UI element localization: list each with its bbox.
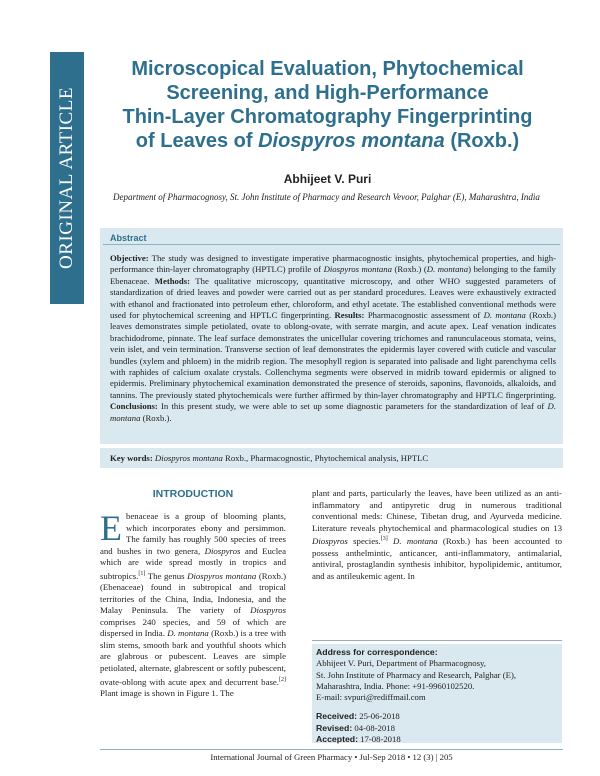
article-title — [100, 57, 555, 153]
intro-text-c: The genus — [145, 570, 188, 581]
left-column — [100, 508, 286, 700]
keywords-rest: Roxb., Pharmacognostic, Phytochemical analysis, HPTLC — [222, 453, 429, 463]
keywords-line — [110, 453, 428, 463]
objective-text-a: The study was designed to investigate imperative pharmacognostic insights, phytochemical properties, and high-performance thin-layer chromatography (HPTLC) profile of — [110, 253, 556, 275]
conclusions-text-b: (Roxb.). — [140, 412, 172, 423]
title-line-1: Microscopical Evaluation, Phytochemical — [131, 58, 524, 80]
abstract-divider — [103, 244, 560, 245]
intro-species-1: Diospyros montana — [187, 570, 257, 581]
accepted-date — [316, 734, 558, 745]
revised-label: Revised: — [316, 722, 353, 733]
title-line-4-pre: of Leaves of — [135, 130, 259, 152]
correspondence-line-2: St. John Institute of Pharmacy and Research, Palghar (E), — [316, 669, 517, 680]
footer-divider — [100, 749, 563, 750]
citation-2[interactable]: [2] — [279, 676, 286, 683]
conclusions-text-a: In this present study, we were able to set up some diagnostic parameters for the standardization of leaf of — [157, 401, 548, 412]
correspondence-content — [316, 647, 558, 745]
abstract-heading: Abstract — [110, 233, 147, 243]
correspondence-line-1: Abhijeet V. Puri, Department of Pharmacognosy, — [316, 658, 486, 669]
citation-3[interactable]: [3] — [380, 536, 388, 543]
keywords-label: Key words: — [110, 453, 153, 463]
correspondence-heading: Address for correspondence: — [316, 647, 438, 657]
intro2-text-d: (Roxb.) has been accounted to possess anthelmintic, anticancer, anti-inflammatory, antimalarial, antiviral, prostaglandin synthesis inhibitor, hypolipidemic, antitumor, and as antileukemic agent. In — [312, 536, 562, 581]
objective-text-b: (Roxb.) ( — [391, 264, 427, 275]
title-species: Diospyros montana — [258, 130, 445, 152]
intro-text-f: (Roxb.) is a tree with slim stems, smooth bark and youthful shoots which are glabrous or pubescent. Leaves are simple petiolated, alternate, glabrescent or softly pubescent, ovate-oblong with acute apex and decurrent base. — [100, 628, 286, 687]
conclusions-species: D. montana — [110, 401, 556, 423]
journal-footer: International Journal of Green Pharmacy • Jul-Sep 2018 • 12 (3) | 205 — [210, 752, 453, 762]
revised-date — [316, 723, 558, 734]
intro-text-a: benaceae is a group of blooming plants, which incorporates ebony and persimmon. The family has roughly 500 species of trees and bushes in two genera, — [100, 511, 286, 556]
methods-text: The qualitative microscopy, quantitative microscopy, and other WHO suggested parameters of standardization of dried leaves and powder were carried out as per standard procedures. Leaves were exhaustively extracted with ethanol and fractionated into petroleum ether, chloroform, and ethyl acetate. The established conventional methods were used for phytochemical screening and HPTLC fingerprinting. — [110, 275, 556, 321]
revised-value: 04-08-2018 — [352, 722, 395, 733]
abstract-body — [110, 253, 556, 424]
objective-text-c: ) belonging to the family Ebenaceae. — [110, 264, 556, 286]
intro-genus-2: Diospyros — [250, 605, 286, 616]
drop-cap: E — [100, 508, 122, 548]
title-line-3: Thin-Layer Chromatography Fingerprinting — [122, 106, 533, 128]
abstract-paragraph — [110, 253, 556, 424]
citation-1[interactable]: [1] — [138, 570, 146, 577]
intro-text-d: (Roxb.) (Ebenaceae) found in subtropical and tropical territories of the China, India, Indonesia, and the Malay Peninsula. The variety of — [100, 570, 286, 616]
correspondence-line-3: Maharashtra, India. Phone: +91-9960102520. — [316, 680, 475, 691]
intro2-text-b: species. — [347, 536, 381, 547]
results-text-b: (Roxb.) leaves demonstrates simple petiolated, ovate to oblong-ovate, with serrate margin, and acute apex. Leaf venation indicates brachidodrome, pinnate. The leaf surface demonstrates the unicellular covering trichomes and ranunculaceous stomata, veins, vein islet, and vein termination. Transverse section of leaf demonstrates the epidermis layer covered with cuticle and vascular bundles (xylem and phloem) in the midrib region. The mesophyll region is separated into palisade and light parenchyma cells with raphides of calcium oxalate crystals. Collenchyma segments were observed in midrib toward epidermis or aligned to epidermis. Preliminary phytochemical examination demonstrated the presence of steroids, saponins, flavonoids, alkaloids, and tannins. The previously stated phytochemicals were further affirmed by thin-layer chromatography and HPTLC fingerprinting. — [110, 310, 556, 400]
title-line-2: Screening, and High-Performance — [166, 82, 489, 104]
title-line-4 — [100, 129, 555, 153]
introduction-heading: INTRODUCTION — [152, 488, 234, 500]
article-type-label-wrap — [50, 52, 84, 304]
results-species: D. montana — [483, 310, 526, 321]
intro-text-e: comprises 240 species, and 59 of which are dispersed in India. — [100, 616, 286, 639]
right-column — [312, 488, 562, 582]
correspondence-divider — [312, 640, 562, 641]
received-value: 25-06-2018 — [357, 711, 400, 722]
correspondence-spacer — [316, 703, 558, 711]
objective-species: Diospyros montana — [323, 264, 392, 275]
title-line-4-post: (Roxb.) — [444, 130, 520, 152]
methods-label: Methods: — [154, 275, 190, 286]
intro-genus-1: Diospyros — [204, 545, 241, 556]
keywords-species: Diospyros montana — [154, 453, 223, 463]
intro-paragraph-1 — [100, 508, 286, 700]
intro2-genus: Diospyros — [312, 536, 348, 547]
article-type-label: ORIGINAL ARTICLE — [56, 87, 78, 269]
received-label: Received: — [316, 711, 358, 722]
intro-paragraph-2 — [312, 488, 562, 582]
accepted-label: Accepted: — [316, 734, 358, 745]
conclusions-label: Conclusions: — [110, 401, 158, 412]
objective-species-2: D. montana — [426, 264, 469, 275]
accepted-value: 17-08-2018 — [358, 734, 401, 745]
intro-species-2: D. montana — [167, 628, 209, 639]
intro-text-b: and Euclea which are wide spread mostly in tropics and subtropics. — [100, 545, 286, 581]
received-date — [316, 711, 558, 722]
author-affiliation: Department of Pharmacognosy, St. John Institute of Pharmacy and Research Vevoor, Palghar (E), Maharashtra, India — [113, 192, 540, 202]
intro-text-g: Plant image is shown in Figure 1. The — [100, 688, 234, 699]
correspondence-email[interactable]: E-mail: svpuri@rediffmail.com — [316, 692, 426, 703]
results-text-a: Pharmacognostic assessment of — [364, 310, 484, 321]
intro2-text-a: plant and parts, particularly the leaves, have been utilized as an anti-inflammatory and antipyretic drug in numerous traditional conventional meds: Chinese, Tibetan drug, and Ayurveda medicine. Literature reveals phytochemical and pharmacological studies on 13 — [312, 488, 562, 533]
objective-label: Objective: — [110, 253, 149, 263]
results-label: Results: — [334, 310, 365, 321]
intro2-species: D. montana — [393, 536, 438, 547]
author-name: Abhijeet V. Puri — [283, 172, 372, 186]
